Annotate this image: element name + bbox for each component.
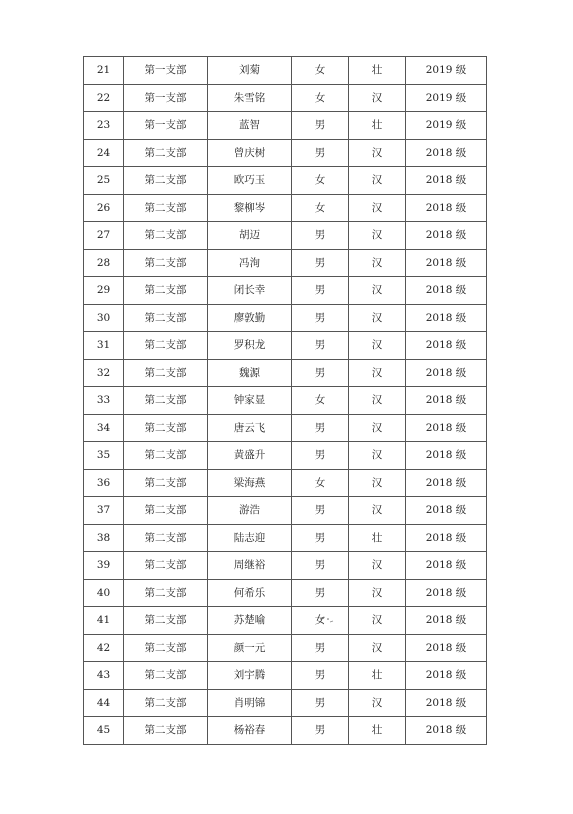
table-row bbox=[84, 332, 487, 360]
cell-ethnicity: 汉 bbox=[349, 359, 406, 387]
cell-grade: 2018 级 bbox=[406, 524, 487, 552]
cell-grade: 2019 级 bbox=[406, 57, 487, 85]
cell-branch: 第二支部 bbox=[124, 222, 208, 250]
cell-ethnicity: 汉 bbox=[349, 167, 406, 195]
cell-branch: 第二支部 bbox=[124, 524, 208, 552]
cell-name: 周继裕 bbox=[208, 552, 292, 580]
cell-ethnicity: 壮 bbox=[349, 662, 406, 690]
cell-name: 廖敦勤 bbox=[208, 304, 292, 332]
cell-ethnicity: 汉 bbox=[349, 249, 406, 277]
cell-gender: 女 bbox=[292, 469, 349, 497]
cell-branch: 第二支部 bbox=[124, 497, 208, 525]
cell-grade: 2018 级 bbox=[406, 552, 487, 580]
table-row bbox=[84, 249, 487, 277]
table-row bbox=[84, 277, 487, 305]
cell-grade: 2018 级 bbox=[406, 277, 487, 305]
cell-index: 40 bbox=[84, 579, 124, 607]
cell-index: 23 bbox=[84, 112, 124, 140]
cell-index: 24 bbox=[84, 139, 124, 167]
cell-grade: 2018 级 bbox=[406, 249, 487, 277]
cell-ethnicity: 汉 bbox=[349, 84, 406, 112]
cell-grade: 2018 级 bbox=[406, 469, 487, 497]
cell-index: 41 bbox=[84, 607, 124, 635]
table-row bbox=[84, 359, 487, 387]
table-row bbox=[84, 497, 487, 525]
table-row bbox=[84, 442, 487, 470]
cell-name: 欧巧玉 bbox=[208, 167, 292, 195]
cell-index: 43 bbox=[84, 662, 124, 690]
cell-grade: 2019 级 bbox=[406, 84, 487, 112]
cell-gender: 男 bbox=[292, 689, 349, 717]
cell-index: 39 bbox=[84, 552, 124, 580]
cell-grade: 2018 级 bbox=[406, 304, 487, 332]
cell-branch: 第二支部 bbox=[124, 304, 208, 332]
cell-name: 苏楚喻 bbox=[208, 607, 292, 635]
cell-gender: 男 bbox=[292, 442, 349, 470]
cell-name: 冯洵 bbox=[208, 249, 292, 277]
table-row bbox=[84, 304, 487, 332]
cell-index: 33 bbox=[84, 387, 124, 415]
cell-gender: 男 bbox=[292, 222, 349, 250]
cell-branch: 第二支部 bbox=[124, 359, 208, 387]
cell-index: 29 bbox=[84, 277, 124, 305]
cell-name: 游浩 bbox=[208, 497, 292, 525]
cell-grade: 2018 级 bbox=[406, 222, 487, 250]
table-row bbox=[84, 112, 487, 140]
cell-branch: 第二支部 bbox=[124, 387, 208, 415]
table-row bbox=[84, 57, 487, 85]
table-row bbox=[84, 552, 487, 580]
table-row bbox=[84, 222, 487, 250]
table-row bbox=[84, 607, 487, 635]
cell-index: 26 bbox=[84, 194, 124, 222]
cell-gender: 男 bbox=[292, 359, 349, 387]
cell-branch: 第一支部 bbox=[124, 57, 208, 85]
cell-grade: 2018 级 bbox=[406, 579, 487, 607]
cell-gender: 男 bbox=[292, 579, 349, 607]
cell-gender: 男 bbox=[292, 497, 349, 525]
table-row bbox=[84, 469, 487, 497]
cell-name: 胡迈 bbox=[208, 222, 292, 250]
cell-gender: 男 bbox=[292, 277, 349, 305]
cell-name: 肖明锦 bbox=[208, 689, 292, 717]
cell-branch: 第一支部 bbox=[124, 84, 208, 112]
cell-gender: 女 bbox=[292, 387, 349, 415]
cell-gender: 女 bbox=[292, 194, 349, 222]
table-row bbox=[84, 139, 487, 167]
cell-index: 28 bbox=[84, 249, 124, 277]
cell-index: 44 bbox=[84, 689, 124, 717]
cell-branch: 第二支部 bbox=[124, 332, 208, 360]
cell-ethnicity: 汉 bbox=[349, 552, 406, 580]
cell-name: 陆志迎 bbox=[208, 524, 292, 552]
cell-name: 梁海燕 bbox=[208, 469, 292, 497]
cell-ethnicity: 汉 bbox=[349, 607, 406, 635]
cell-branch: 第二支部 bbox=[124, 662, 208, 690]
cell-name: 蓝智 bbox=[208, 112, 292, 140]
cell-gender: 男 bbox=[292, 414, 349, 442]
cell-grade: 2018 级 bbox=[406, 442, 487, 470]
cell-branch: 第二支部 bbox=[124, 689, 208, 717]
cell-gender: 男 bbox=[292, 524, 349, 552]
cell-gender: 男 bbox=[292, 332, 349, 360]
cell-name: 黎柳岑 bbox=[208, 194, 292, 222]
cell-index: 30 bbox=[84, 304, 124, 332]
cell-ethnicity: 壮 bbox=[349, 524, 406, 552]
cell-grade: 2018 级 bbox=[406, 662, 487, 690]
table-row bbox=[84, 387, 487, 415]
cell-name: 罗积龙 bbox=[208, 332, 292, 360]
cell-gender: 女 bbox=[292, 607, 349, 635]
cell-index: 32 bbox=[84, 359, 124, 387]
member-table-body bbox=[84, 57, 487, 745]
cell-name: 魏源 bbox=[208, 359, 292, 387]
cell-ethnicity: 汉 bbox=[349, 194, 406, 222]
cell-gender: 女 bbox=[292, 57, 349, 85]
cell-name: 颜一元 bbox=[208, 634, 292, 662]
cell-branch: 第二支部 bbox=[124, 167, 208, 195]
cell-name: 曾庆树 bbox=[208, 139, 292, 167]
cell-index: 42 bbox=[84, 634, 124, 662]
cell-grade: 2018 级 bbox=[406, 359, 487, 387]
cell-ethnicity: 壮 bbox=[349, 112, 406, 140]
cell-branch: 第二支部 bbox=[124, 414, 208, 442]
cell-name: 刘宇腾 bbox=[208, 662, 292, 690]
cell-index: 31 bbox=[84, 332, 124, 360]
cell-ethnicity: 汉 bbox=[349, 304, 406, 332]
table-row bbox=[84, 579, 487, 607]
table-row bbox=[84, 662, 487, 690]
cell-branch: 第二支部 bbox=[124, 579, 208, 607]
cell-branch: 第二支部 bbox=[124, 277, 208, 305]
cell-ethnicity: 汉 bbox=[349, 689, 406, 717]
table-row bbox=[84, 689, 487, 717]
cell-name: 闭长幸 bbox=[208, 277, 292, 305]
cell-ethnicity: 壮 bbox=[349, 717, 406, 745]
cell-branch: 第二支部 bbox=[124, 634, 208, 662]
table-row bbox=[84, 414, 487, 442]
cell-name: 钟家显 bbox=[208, 387, 292, 415]
cell-name: 唐云飞 bbox=[208, 414, 292, 442]
cell-ethnicity: 壮 bbox=[349, 57, 406, 85]
table-row bbox=[84, 524, 487, 552]
cell-index: 45 bbox=[84, 717, 124, 745]
cell-ethnicity: 汉 bbox=[349, 442, 406, 470]
cell-index: 21 bbox=[84, 57, 124, 85]
cell-ethnicity: 汉 bbox=[349, 634, 406, 662]
cell-index: 27 bbox=[84, 222, 124, 250]
cell-branch: 第二支部 bbox=[124, 249, 208, 277]
cell-branch: 第一支部 bbox=[124, 112, 208, 140]
table-row bbox=[84, 634, 487, 662]
cell-grade: 2018 级 bbox=[406, 139, 487, 167]
cell-ethnicity: 汉 bbox=[349, 139, 406, 167]
cell-ethnicity: 汉 bbox=[349, 497, 406, 525]
cell-branch: 第二支部 bbox=[124, 442, 208, 470]
member-table bbox=[83, 56, 487, 745]
cell-index: 35 bbox=[84, 442, 124, 470]
cell-grade: 2018 级 bbox=[406, 194, 487, 222]
cell-grade: 2018 级 bbox=[406, 387, 487, 415]
cell-branch: 第二支部 bbox=[124, 717, 208, 745]
scan-smudge-mark bbox=[319, 616, 335, 624]
cell-gender: 男 bbox=[292, 249, 349, 277]
cell-index: 38 bbox=[84, 524, 124, 552]
cell-gender: 男 bbox=[292, 112, 349, 140]
cell-name: 黄盛升 bbox=[208, 442, 292, 470]
cell-gender: 男 bbox=[292, 139, 349, 167]
cell-grade: 2018 级 bbox=[406, 332, 487, 360]
cell-grade: 2018 级 bbox=[406, 167, 487, 195]
table-row bbox=[84, 84, 487, 112]
cell-grade: 2018 级 bbox=[406, 717, 487, 745]
cell-name: 朱雪铭 bbox=[208, 84, 292, 112]
cell-branch: 第二支部 bbox=[124, 194, 208, 222]
cell-ethnicity: 汉 bbox=[349, 332, 406, 360]
cell-index: 37 bbox=[84, 497, 124, 525]
cell-ethnicity: 汉 bbox=[349, 277, 406, 305]
cell-ethnicity: 汉 bbox=[349, 387, 406, 415]
cell-index: 25 bbox=[84, 167, 124, 195]
table-row bbox=[84, 167, 487, 195]
cell-gender: 女 bbox=[292, 167, 349, 195]
cell-branch: 第二支部 bbox=[124, 139, 208, 167]
cell-ethnicity: 汉 bbox=[349, 469, 406, 497]
cell-grade: 2018 级 bbox=[406, 414, 487, 442]
cell-branch: 第二支部 bbox=[124, 469, 208, 497]
table-row bbox=[84, 194, 487, 222]
cell-ethnicity: 汉 bbox=[349, 222, 406, 250]
cell-index: 34 bbox=[84, 414, 124, 442]
cell-grade: 2018 级 bbox=[406, 634, 487, 662]
cell-name: 刘菊 bbox=[208, 57, 292, 85]
cell-branch: 第二支部 bbox=[124, 552, 208, 580]
cell-grade: 2018 级 bbox=[406, 497, 487, 525]
cell-grade: 2018 级 bbox=[406, 689, 487, 717]
table-row bbox=[84, 717, 487, 745]
cell-ethnicity: 汉 bbox=[349, 414, 406, 442]
cell-name: 何希乐 bbox=[208, 579, 292, 607]
cell-grade: 2018 级 bbox=[406, 607, 487, 635]
cell-gender: 男 bbox=[292, 662, 349, 690]
cell-gender: 男 bbox=[292, 552, 349, 580]
cell-ethnicity: 汉 bbox=[349, 579, 406, 607]
cell-gender: 男 bbox=[292, 304, 349, 332]
cell-gender: 男 bbox=[292, 634, 349, 662]
cell-gender: 男 bbox=[292, 717, 349, 745]
cell-grade: 2019 级 bbox=[406, 112, 487, 140]
cell-index: 36 bbox=[84, 469, 124, 497]
cell-index: 22 bbox=[84, 84, 124, 112]
cell-name: 杨裕春 bbox=[208, 717, 292, 745]
cell-gender: 女 bbox=[292, 84, 349, 112]
cell-branch: 第二支部 bbox=[124, 607, 208, 635]
